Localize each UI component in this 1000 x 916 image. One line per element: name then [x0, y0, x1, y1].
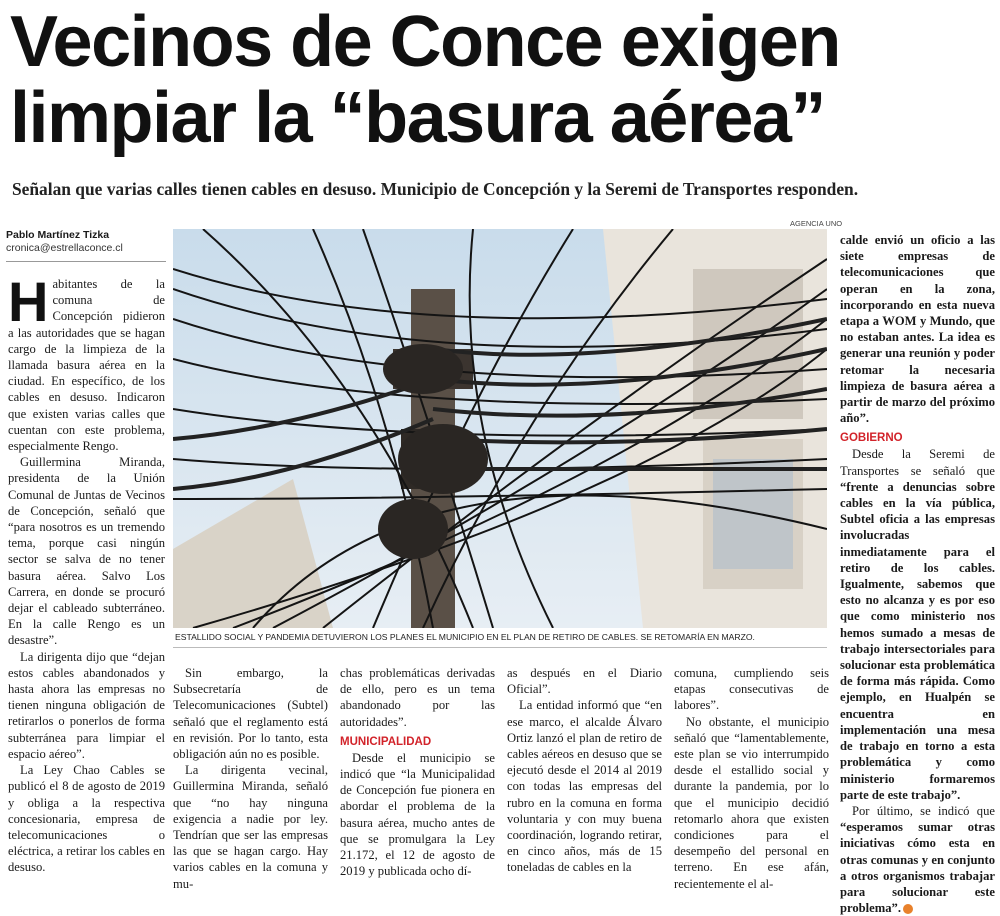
paragraph-intro: Por último, se indicó que	[852, 803, 995, 818]
column-5	[674, 665, 829, 892]
paragraph: La Ley Chao Cables se publicó el 8 de agosto de 2019 y obliga a la respectiva concesionaria, empresa de telecomunicaciones o eléctrica, a retirar los cables en desuso.	[8, 763, 165, 875]
paragraph: La dirigenta vecinal, Guillermina Miranda, señaló que “no hay ninguna exigencia a nadie por ley. Tendrían que ser las empresas las que se hagan cargo. Hay varios cables en la comuna y mu-	[173, 763, 328, 891]
paragraph-quote: “frente a denuncias sobre cables en la vía pública, Subtel oficia a las empresas involucradas inmediatamente para el retiro de los cables. Igualmente, sabemos que esto no alcanza y es por eso que como ministerio nos hemos sumado a mesas de trabajo intersectoriales para solucionar esta problemática de forma más rápida. Como ejemplo, en Hualpén se encuentra en implementación una mesa de trabajo en torno a esta problemática y como ministerio formaremos parte de este trabajo”.	[840, 479, 995, 802]
paragraph: No obstante, el municipio señaló que “lamentablemente, este plan se vio interrumpido desde el estallido social y durante la pandemia, por lo que el municipio decidió retomarlo ahora que existen condiciones para el desempeño del personal en terreno. En ese afán, recientemente el al-	[674, 714, 829, 891]
column-6	[840, 232, 995, 916]
section-heading-gobierno: GOBIERNO	[840, 432, 903, 445]
headline	[10, 4, 995, 156]
article-photo	[173, 229, 827, 628]
paragraph: chas problemáticas derivadas de ello, pero es un tema abandonado por las autoridades”.	[340, 666, 495, 729]
caption-rule	[173, 647, 827, 648]
author-email: cronica@estrellaconce.cl	[6, 242, 123, 254]
paragraph	[8, 270, 165, 454]
author-name: Pablo Martínez Tizka	[6, 229, 110, 241]
headline-line-1: Vecinos de Conce exigen	[10, 2, 840, 82]
paragraph: comuna, cumpliendo seis etapas consecutivas de labores”.	[674, 666, 829, 713]
column-2	[173, 665, 328, 892]
paragraph: as después en el Diario Oficial”.	[507, 666, 662, 697]
column-4	[507, 665, 662, 876]
end-mark-icon	[903, 904, 913, 914]
paragraph: Guillermina Miranda, presidenta de la Unión Comunal de Juntas de Vecinos de Concepción, señaló que “para nosotros es un tremendo tema, porque casi ningún sector se salva de no tener basura aérea. Salvo Los Carrera, en donde se procuró dejar el cableado subterráneo. En la calle Rengo es un desastre”.	[8, 455, 165, 648]
paragraph-quote: “esperamos sumar otras iniciativas cómo esta en otras comunas y en conjunto a otros organismos trabajar para solucionar este problema”.	[840, 820, 995, 916]
photo-caption: ESTALLIDO SOCIAL Y PANDEMIA DETUVIERON LOS PLANES EL MUNICIPIO EN EL PLAN DE RETIRO DE CABLES. SE RETOMARÍA EN MARZO.	[175, 632, 755, 642]
subheadline: Señalan que varias calles tienen cables en desuso. Municipio de Concepción y la Seremi de Transportes responden.	[12, 179, 859, 199]
column-1	[8, 270, 165, 876]
paragraph: Desde el municipio se indicó que “la Municipalidad de Concepción fue pionera en abordar el problema de la basura aérea, mucho antes de que se promulgara la Ley 21.172, el 12 de agosto de 2019 y publicada ocho dí-	[340, 750, 495, 879]
paragraph: Sin embargo, la Subsecretaría de Telecomunicaciones (Subtel) señaló que el reglamento está en revisión. Por lo tanto, esta obligación aún no es posible.	[173, 666, 328, 762]
paragraph: La dirigenta dijo que “dejan estos cables abandonados y hasta ahora las empresas no tienen ninguna obligación de retirarlos o ponerlos de forma subterránea para limpiar el espacio aéreo”.	[8, 649, 165, 761]
paragraph	[840, 803, 995, 916]
headline-line-2: limpiar la “basura aérea”	[10, 78, 825, 158]
paragraph	[840, 446, 995, 802]
byline-rule	[6, 261, 166, 262]
section-heading-municipalidad: MUNICIPALIDAD	[340, 735, 432, 748]
photo-credit: AGENCIA UNO	[790, 219, 843, 228]
paragraph: La entidad informó que “en ese marco, el alcalde Álvaro Ortiz lanzó el plan de retiro de cables aéreos en desuso que se ejecutó desde el 2014 al 2019 con todas las empresas del rubro en la comuna en forma voluntaria y con muy buena coordinación, logrando retirar, en cinco años, más de 15 toneladas de cables en la	[507, 698, 662, 875]
drop-cap: H	[8, 270, 49, 333]
byline	[6, 229, 166, 262]
paragraph: calde envió un oficio a las siete empresas de telecomunicaciones que operan en la zona, incorporando en esta nueva etapa a WOM y Mundo, que no estaban antes. La idea es generar una reunión y poder retomar la necesaria limpieza de basura aérea a partir de marzo del próximo año”.	[840, 233, 995, 426]
paragraph-intro: Desde la Seremi de Transportes se señaló que	[840, 447, 995, 478]
column-3	[340, 665, 495, 879]
paragraph-text: abitantes de la comuna de Concepción pidieron a las autoridades que se hagan cargo de la limpieza de la llamada basura aérea en la ciudad. En específico, de los cables en desuso. Indicaron que existen varias calles que cuentan con este problema, especialmente Rengo.	[8, 277, 165, 454]
